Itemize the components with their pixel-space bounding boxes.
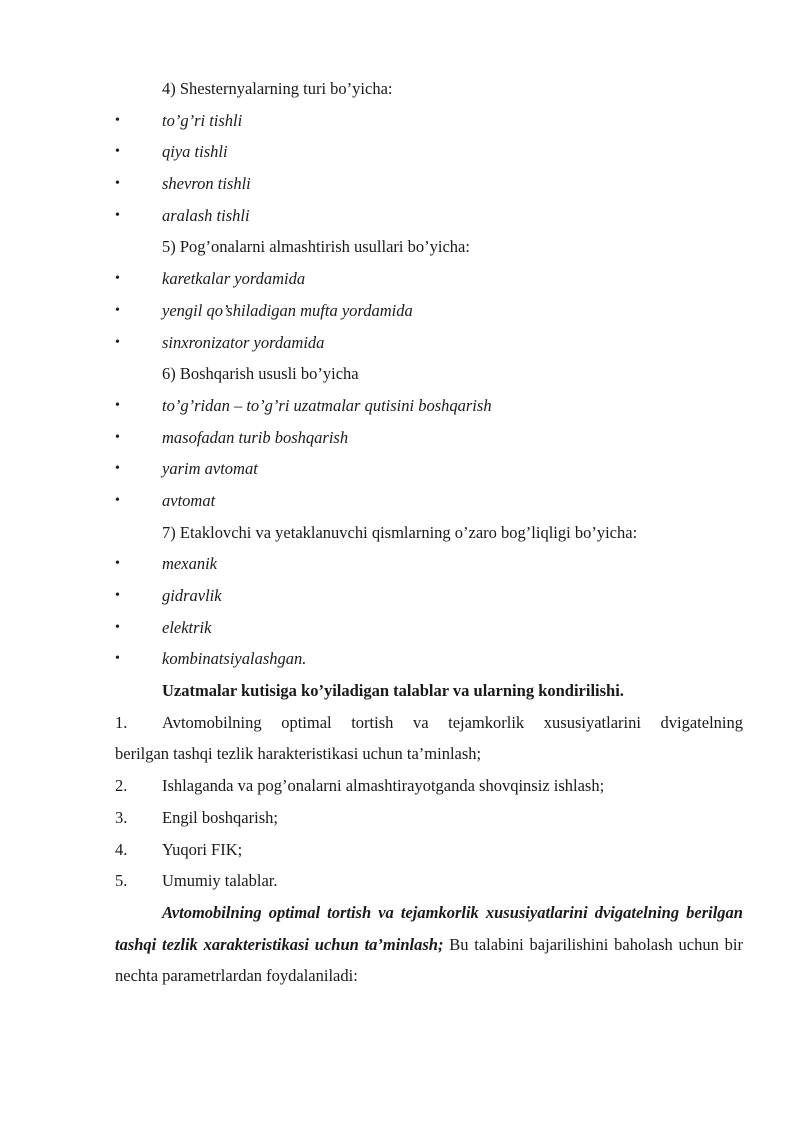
bullet-icon: • bbox=[115, 207, 120, 223]
section-heading: 5) Pog’onalarni almashtirish usullari bo’yicha: bbox=[162, 237, 470, 257]
requirements-title: Uzatmalar kutisiga ko’yiladigan talablar va ularning kondirilishi. bbox=[162, 681, 624, 701]
list-item: • kombinatsiyalashgan. bbox=[115, 643, 743, 675]
paragraph-text: Bu talabini bajarilishini baholash uchun bir nechta parametrlardan foydalaniladi: bbox=[115, 934, 743, 986]
bullet-icon: • bbox=[115, 144, 120, 160]
bullet-icon: • bbox=[115, 271, 120, 287]
list-item: • sinxronizator yordamida bbox=[115, 327, 743, 359]
emphasis-text: Avtomobilning optimal tortish va tejamkorlik xususiyatlarini dvigatelning berilgan tashqi tezlik xarakteristikasi uchun ta’minlash; bbox=[115, 902, 743, 954]
numbered-item: 1. Avtomobilning optimal tortish va tejamkorlik xususiyatlarini dvigatelning berilgan tashqi tezlik harakteristikasi uchun ta’minlash; bbox=[115, 707, 743, 770]
section-heading: 4) Shesternyalarning turi bo’yicha: bbox=[162, 79, 393, 98]
list-item: • karetkalar yordamida bbox=[115, 263, 743, 295]
list-item: • yarim avtomat bbox=[115, 453, 743, 485]
list-item: • avtomat bbox=[115, 485, 743, 517]
item-number: 3. bbox=[115, 807, 128, 827]
list-item: • to’g’ridan – to’g’ri uzatmalar qutisini boshqarish bbox=[115, 390, 743, 422]
document-page bbox=[115, 73, 743, 992]
item-continuation: berilgan tashqi tezlik harakteristikasi uchun ta’minlash; bbox=[115, 744, 482, 764]
bullet-icon: • bbox=[115, 461, 120, 477]
numbered-item: 4. Yuqori FIK; bbox=[115, 834, 743, 866]
list-item: • elektrik bbox=[115, 612, 743, 644]
bullet-icon: • bbox=[115, 651, 120, 667]
bullet-icon: • bbox=[115, 429, 120, 445]
list-item: • shevron tishli bbox=[115, 168, 743, 200]
bullet-icon: • bbox=[115, 302, 120, 318]
numbered-item: 2. Ishlaganda va pog’onalarni almashtirayotganda shovqinsiz ishlash; bbox=[115, 770, 743, 802]
bullet-icon: • bbox=[115, 619, 120, 635]
bullet-icon: • bbox=[115, 492, 120, 508]
final-paragraph bbox=[115, 897, 743, 992]
bullet-icon: • bbox=[115, 556, 120, 572]
list-item: • gidravlik bbox=[115, 580, 743, 612]
section-heading: 6) Boshqarish ususli bo’yicha bbox=[162, 364, 359, 384]
item-number: 4. bbox=[115, 839, 128, 859]
section-heading: 7) Etaklovchi va yetaklanuvchi qismlarning o’zaro bog’liqligi bo’yicha: bbox=[162, 522, 638, 542]
list-item: • qiya tishli bbox=[115, 136, 743, 168]
bullet-icon: • bbox=[115, 112, 120, 128]
list-item: • mexanik bbox=[115, 548, 743, 580]
bullet-icon: • bbox=[115, 588, 120, 603]
bullet-icon: • bbox=[115, 176, 120, 192]
list-item: • to’g’ri tishli bbox=[115, 105, 743, 137]
list-item: • masofadan turib boshqarish bbox=[115, 422, 743, 454]
item-number: 2. bbox=[115, 776, 128, 796]
numbered-item: 3. Engil boshqarish; bbox=[115, 802, 743, 834]
item-number: 1. bbox=[115, 712, 128, 732]
bullet-icon: • bbox=[115, 334, 120, 350]
list-item: • yengil qo’shiladigan mufta yordamida bbox=[115, 295, 743, 327]
bullet-icon: • bbox=[115, 397, 120, 413]
item-number: 5. bbox=[115, 871, 128, 891]
list-item: • aralash tishli bbox=[115, 200, 743, 232]
numbered-item: 5. Umumiy talablar. bbox=[115, 865, 743, 897]
